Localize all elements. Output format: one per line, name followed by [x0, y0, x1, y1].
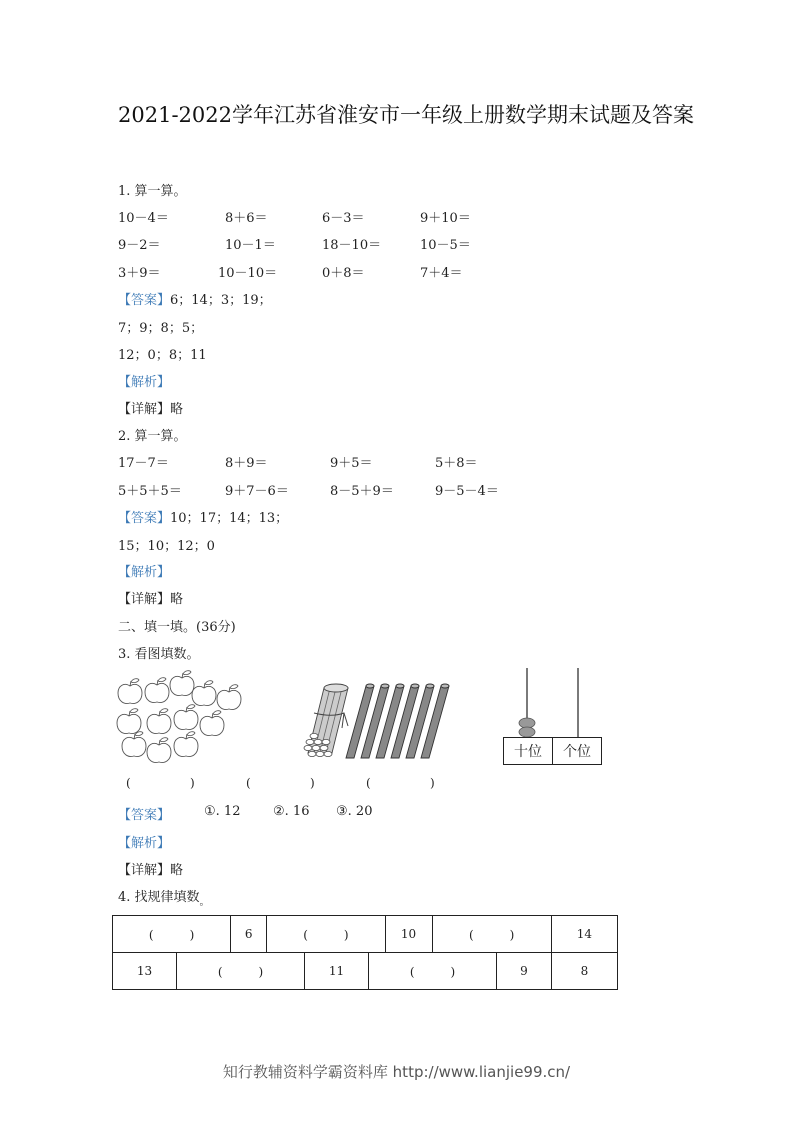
- q1-item: 10－4＝: [118, 211, 169, 226]
- q2-title: 2. 算一算。: [118, 429, 187, 444]
- pattern-cell: 11: [305, 953, 369, 990]
- abacus-place-labels: [503, 737, 602, 765]
- apple-icon: [192, 681, 216, 706]
- answer-text: 6；14；3；19；: [170, 293, 272, 308]
- bead-icon: [519, 727, 535, 737]
- q1-answer-line-3: 12；0；8；11: [118, 348, 207, 363]
- analysis-label: 【解析】: [118, 565, 171, 580]
- q1-item: 10－5＝: [420, 238, 471, 253]
- stick-bundle-icon: [304, 684, 348, 757]
- answer-label: 【答案】: [118, 293, 171, 308]
- pattern-blank-cell[interactable]: ( ): [267, 916, 385, 953]
- q3-detail: [118, 859, 183, 878]
- q2-item: 9＋5＝: [330, 456, 373, 471]
- q4-title-text: 4. 找规律填数: [118, 890, 200, 905]
- blank-close: ): [430, 776, 435, 790]
- apple-icon: [147, 709, 171, 734]
- q2-item: 5＋8＝: [435, 456, 478, 471]
- q1-item: 3＋9＝: [118, 266, 161, 281]
- q1-detail: [118, 398, 183, 417]
- q1-item: 10－1＝: [225, 238, 276, 253]
- q2-item: 5＋5＋5＝: [118, 484, 182, 499]
- answer-1: ①. 12: [204, 804, 241, 819]
- q2-answer: [118, 507, 288, 526]
- section-2-title: 二、填一填。(36分): [118, 620, 236, 635]
- pattern-cell: 6: [231, 916, 267, 953]
- detail-text: 略: [170, 863, 184, 878]
- apple-icon: [118, 679, 142, 704]
- apple-icon: [174, 705, 198, 730]
- abacus-figure: [503, 668, 603, 738]
- blank-open: (: [366, 776, 371, 790]
- q4-title-suffix: 。: [199, 897, 210, 908]
- q1-item: 10－10＝: [218, 266, 278, 281]
- q3-title: 3. 看图填数。: [118, 647, 200, 662]
- pattern-cell: 8: [552, 953, 618, 990]
- answer-text: 10；17；14；13；: [170, 511, 289, 526]
- answer-3: ③. 20: [336, 804, 373, 819]
- apple-icon: [170, 671, 194, 696]
- apple-icon: [147, 738, 171, 763]
- q1-title: 1. 算一算。: [118, 184, 187, 199]
- pattern-row-2: [112, 952, 618, 990]
- pattern-blank-cell[interactable]: ( ): [432, 916, 551, 953]
- ones-label: 个位: [563, 744, 591, 760]
- apple-icon: [117, 709, 141, 734]
- pattern-blank-cell[interactable]: ( ): [113, 916, 231, 953]
- detail-text: 略: [170, 592, 184, 607]
- detail-label: 【详解】: [118, 592, 171, 607]
- pattern-cell: 9: [497, 953, 552, 990]
- q1-item: 7＋4＝: [420, 266, 463, 281]
- q1-answer: [118, 289, 272, 308]
- apple-icon: [217, 685, 241, 710]
- q2-detail: [118, 588, 183, 607]
- q1-item: 9＋10＝: [420, 211, 471, 226]
- sticks-figure: [298, 678, 453, 766]
- q2-item: 9＋7－6＝: [225, 484, 289, 499]
- q2-item: 17－7＝: [118, 456, 169, 471]
- q1-item: 9－2＝: [118, 238, 161, 253]
- q1-item: 0＋8＝: [322, 266, 365, 281]
- tens-label: 十位: [504, 738, 553, 764]
- detail-label: 【详解】: [118, 863, 171, 878]
- apple-icon: [122, 732, 146, 757]
- pattern-row-1: [112, 915, 618, 953]
- q2-item: 8＋9＝: [225, 456, 268, 471]
- blank-close: ): [190, 776, 195, 790]
- apple-icon: [200, 711, 224, 736]
- q2-item: 8－5＋9＝: [330, 484, 394, 499]
- apple-icon: [145, 678, 169, 703]
- analysis-label: 【解析】: [118, 836, 171, 851]
- pattern-cell: 14: [551, 916, 617, 953]
- q3-blanks: [118, 776, 458, 794]
- detail-label: 【详解】: [118, 402, 171, 417]
- q4-title: [118, 886, 210, 908]
- q1-answer-line-2: 7；9；8；5；: [118, 321, 204, 336]
- q2-answer-line-2: 15；10；12；0: [118, 539, 215, 554]
- apples-figure: [116, 670, 246, 765]
- apple-icon: [174, 732, 198, 757]
- pattern-blank-cell[interactable]: ( ): [177, 953, 305, 990]
- analysis-label: 【解析】: [118, 375, 171, 390]
- pattern-cell: 10: [385, 916, 432, 953]
- detail-text: 略: [170, 402, 184, 417]
- pattern-cell: 13: [113, 953, 177, 990]
- q2-item: 9－5－4＝: [435, 484, 499, 499]
- blank-open: (: [246, 776, 251, 790]
- bead-icon: [519, 718, 535, 728]
- blank-open: (: [126, 776, 131, 790]
- answer-label: 【答案】: [118, 511, 171, 526]
- blank-close: ): [310, 776, 315, 790]
- page-title: 2021-2022学年江苏省淮安市一年级上册数学期末试题及答案: [118, 103, 694, 127]
- pattern-table: [112, 915, 618, 990]
- pattern-blank-cell[interactable]: ( ): [369, 953, 497, 990]
- single-sticks: [346, 684, 449, 758]
- q1-item: 6－3＝: [322, 211, 365, 226]
- answer-2: ②. 16: [273, 804, 310, 819]
- q1-item: 8＋6＝: [225, 211, 268, 226]
- q1-item: 18－10＝: [322, 238, 382, 253]
- footer-watermark: 知行教辅资料学霸资料库 http://www.lianjie99.cn/: [222, 1063, 571, 1081]
- answer-label: 【答案】: [118, 808, 171, 823]
